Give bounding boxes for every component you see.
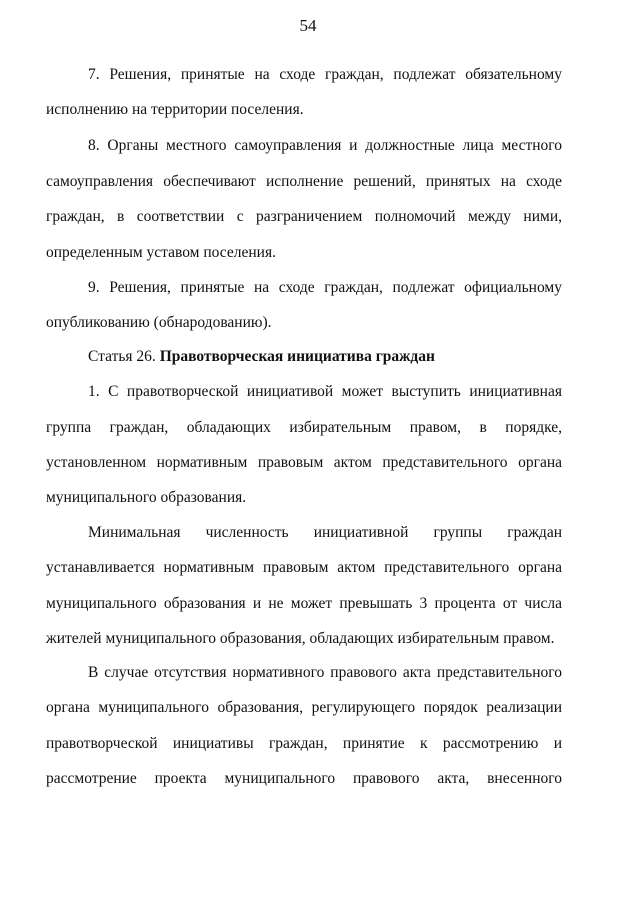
article-heading: [88, 347, 562, 367]
minimum-group-line-1: Минимальная численность инициативной группы граждан: [88, 524, 562, 541]
article-26-point-1-line-1: 1. С правотворческой инициативой может выступить инициативная: [88, 383, 562, 400]
article-26-point-1-line-3: установленном нормативным правовым актом представительного органа: [46, 454, 562, 471]
minimum-group-line-4: жителей муниципального образования, обладающих избирательным правом.: [46, 630, 555, 647]
absence-of-act-line-2: органа муниципального образования, регулирующего порядок реализации: [46, 699, 562, 716]
article-title: Правотворческая инициатива граждан: [159, 348, 435, 365]
absence-of-act-line-4: рассмотрение проекта муниципального правового акта, внесенного: [46, 770, 562, 787]
absence-of-act-line-3: правотворческой инициативы граждан, принятие к рассмотрению и: [46, 735, 562, 752]
paragraph-9-line-2: опубликованию (обнародованию).: [46, 314, 272, 331]
paragraph-8-line-1: 8. Органы местного самоуправления и должностные лица местного: [88, 137, 562, 154]
paragraph-7-line-1: 7. Решения, принятые на сходе граждан, подлежат обязательному: [88, 66, 562, 83]
minimum-group-line-2: устанавливается нормативным правовым актом представительного органа: [46, 559, 562, 576]
paragraph-9-line-1: 9. Решения, принятые на сходе граждан, подлежат официальному: [88, 279, 562, 296]
page-number: 54: [299, 16, 317, 35]
article-26-point-1-line-4: муниципального образования.: [46, 489, 247, 506]
paragraph-8-line-4: определенным уставом поселения.: [46, 244, 276, 261]
minimum-group-line-3: муниципального образования и не может превышать 3 процента от числа: [46, 595, 562, 612]
article-number: Статья 26.: [88, 348, 156, 365]
paragraph-7-line-2: исполнению на территории поселения.: [46, 101, 304, 118]
paragraph-8-line-3: граждан, в соответствии с разграничением полномочий между ними,: [46, 208, 562, 225]
absence-of-act-line-1: В случае отсутствия нормативного правового акта представительного: [88, 664, 562, 681]
article-26-point-1-line-2: группа граждан, обладающих избирательным правом, в порядке,: [46, 419, 562, 436]
paragraph-8-line-2: самоуправления обеспечивают исполнение решений, принятых на сходе: [46, 173, 562, 190]
